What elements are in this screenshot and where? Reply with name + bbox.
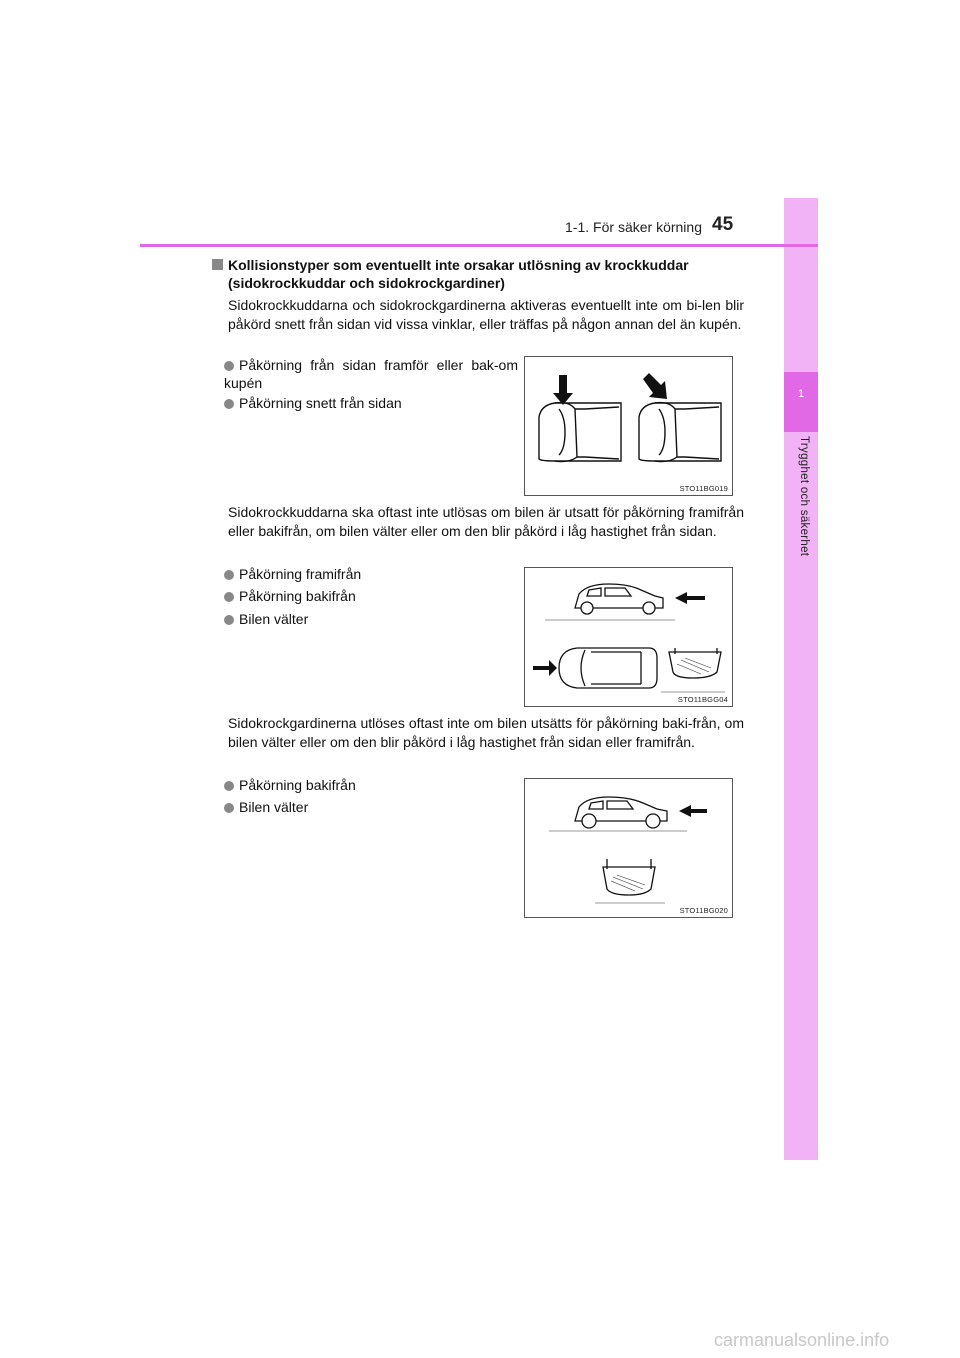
illustration-rear-rollover bbox=[524, 778, 733, 918]
list-item-text: Bilen välter bbox=[239, 611, 309, 627]
bullet-dot-icon bbox=[224, 615, 234, 625]
list-item-text: Påkörning bakifrån bbox=[239, 588, 356, 604]
side-impact-cars-drawing bbox=[525, 357, 732, 495]
list-item-text: Påkörning framifrån bbox=[239, 566, 362, 582]
figure-code: STO11BG020 bbox=[679, 906, 728, 915]
figure-code: STO11BGG04 bbox=[677, 695, 728, 704]
bullet-dot-icon bbox=[224, 399, 234, 409]
illustration-front-rear-rollover bbox=[524, 567, 733, 707]
section-heading bbox=[212, 256, 747, 292]
bullet-dot-icon bbox=[224, 570, 234, 580]
front-rear-rollover-drawing bbox=[525, 568, 732, 706]
list-item-text: Påkörning snett från sidan bbox=[239, 395, 402, 411]
section-heading-text: Kollisionstyper som eventuellt inte orsakar utlösning av krockkuddar (sidokrockkuddar och sidokrockgardiner) bbox=[228, 257, 689, 291]
rear-rollover-drawing bbox=[525, 779, 732, 917]
illustration-side-impact bbox=[524, 356, 733, 496]
paragraph-3: Sidokrockgardinerna utlöses oftast inte om bilen utsätts för påkörning baki-från, om bilen välter eller om den blir påkörd i låg hastighet från sidan eller framifrån. bbox=[228, 715, 744, 750]
list-item bbox=[224, 587, 504, 605]
chapter-number-box bbox=[784, 372, 818, 432]
figure-code: STO11BG019 bbox=[679, 484, 728, 493]
paragraph-1: Sidokrockkuddarna och sidokrockgardinerna aktiveras eventuellt inte om bi-len blir påkörd snett från sidan vid vissa vinklar, eller träffas på någon annan del än kupén. bbox=[228, 297, 744, 332]
chapter-title: Trygghet och säkerhet bbox=[798, 436, 810, 557]
square-bullet-icon bbox=[212, 259, 223, 270]
list-item bbox=[224, 565, 504, 583]
list-item bbox=[224, 356, 518, 392]
list-item-text: Bilen välter bbox=[239, 799, 309, 815]
watermark: carmanualsonline.info bbox=[714, 1330, 890, 1350]
chapter-number: 1 bbox=[797, 388, 805, 400]
header-rule bbox=[140, 244, 818, 247]
bullet-dot-icon bbox=[224, 592, 234, 602]
list-item bbox=[224, 610, 504, 628]
list-item bbox=[224, 394, 518, 412]
bullet-dot-icon bbox=[224, 781, 234, 791]
page-number: 45 bbox=[712, 214, 734, 235]
paragraph-2: Sidokrockkuddarna ska oftast inte utlösas om bilen är utsatt för påkörning framifrån eller bakifrån, om bilen välter eller om den blir påkörd i låg hastighet från sidan. bbox=[228, 504, 744, 539]
running-header: 1-1. För säker körning bbox=[565, 219, 702, 235]
chapter-sidebar bbox=[784, 198, 818, 1160]
list-item bbox=[224, 776, 504, 794]
list-item bbox=[224, 798, 504, 816]
list-item-text: Påkörning bakifrån bbox=[239, 777, 356, 793]
list-item-text: Påkörning från sidan framför eller bak-om kupén bbox=[224, 357, 518, 391]
bullet-dot-icon bbox=[224, 361, 234, 371]
bullet-dot-icon bbox=[224, 803, 234, 813]
